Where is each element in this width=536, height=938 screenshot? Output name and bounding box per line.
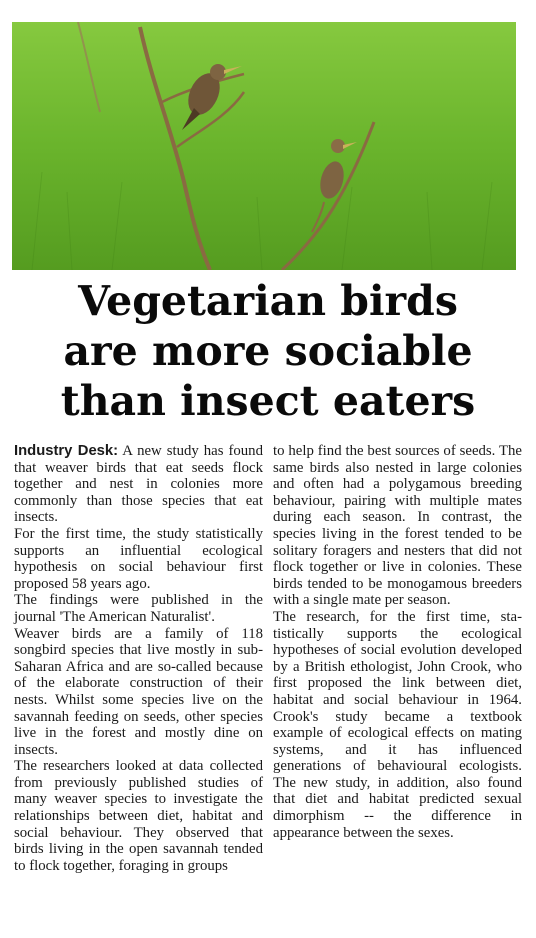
paragraph-2: For the first time, the study statistically supports an influential ecological hypothesis on social behaviour first proposed 58 years ago. [14, 525, 263, 592]
headline-line-2: are more sociable [63, 327, 473, 375]
article-column-left [14, 443, 263, 874]
bird-photo-illustration [12, 22, 516, 270]
paragraph-1 [14, 443, 263, 526]
paragraph-7: The research, for the first time, statistically supports the ecological hypotheses of social evolution developed by a British ethologist, John Crook, who first proposed the link between diet, habitat and social behaviour in 1964. Crook's study became a textbook example of ecological effects on mating systems, and it has influenced generations of behavioural ecologists. The new study, in addition, also found that diet and habitat predicted sexual dimorphism -- the difference in appearance between the sexes. [273, 608, 522, 841]
paragraph-3: The findings were published in the journal 'The American Naturalist'. [14, 592, 263, 625]
byline: Industry Desk: [14, 443, 119, 459]
headline-line-1: Vegetarian birds [78, 277, 458, 325]
headline-line-3: than insect eaters [60, 377, 476, 425]
paragraph-4: Weaver birds are a family of 118 songbird species that live mostly in sub-Saharan Africa and are so-called because of the elaborate construction of their nests. Whilst some species live on the savannah feeding on seeds, other species live in the forest and mostly dine on insects. [14, 625, 263, 758]
paragraph-1-text: A new study has found that weaver birds that eat seeds flock together and nest in colonies more commonly than those species that eat insects. [14, 443, 263, 526]
bird-photo [12, 22, 516, 270]
article-column-right [273, 443, 522, 841]
headline [0, 276, 536, 426]
paragraph-5: The researchers looked at data collected from previously published studies of many weaver species to investigate the relationships between diet, habitat and social behaviour. They observed that birds living in the open savannah tended to flock together, foraging in groups [14, 758, 263, 874]
paragraph-6: to help find the best sources of seeds. The same birds also nested in large colonies and often had a polygamous breeding behaviour, pairing with multiple mates during each season. In contrast, the species living in the forest tended to be solitary foragers and nesters that did not flock together or live in colonies. These birds tended to be monogamous breeders with a single mate per season. [273, 443, 522, 609]
